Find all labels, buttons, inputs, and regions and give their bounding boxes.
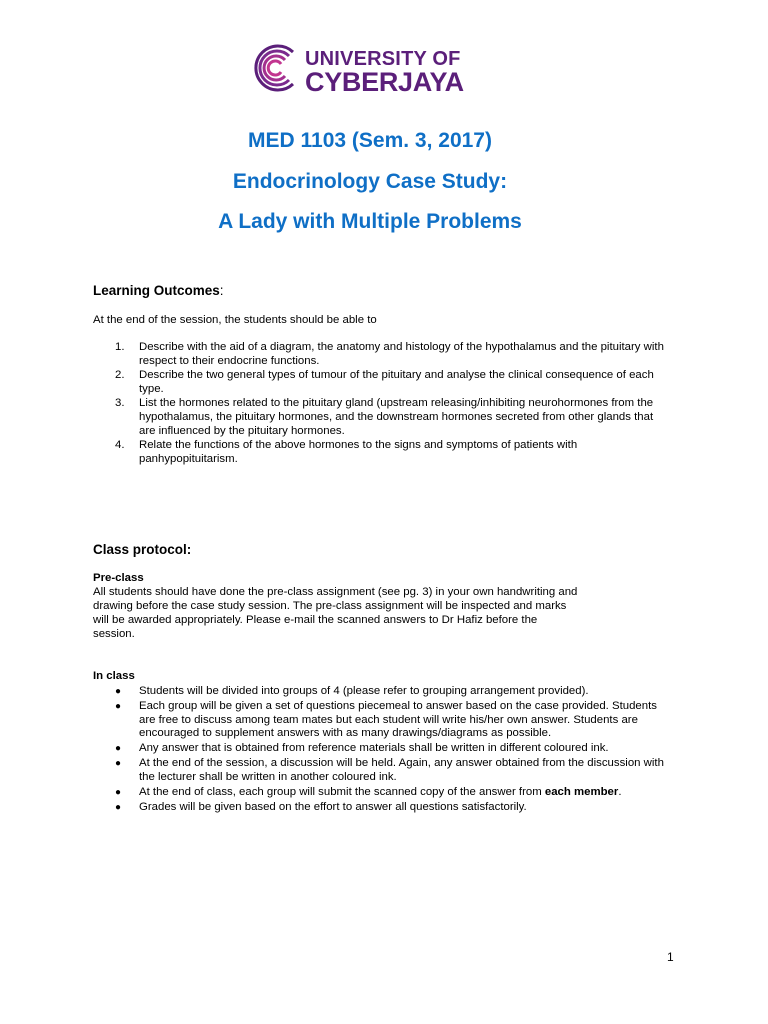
pre-class-text-line: session. [93,628,135,640]
in-class-item [110,801,670,815]
cyberjaya-c-logo-icon [249,42,301,94]
in-class-item-text: At the end of the session, a discussion will be held. Again, any answer obtained from the discussion with the lecturer shall be written in another coloured ink. [139,757,664,783]
in-class-item [110,685,670,699]
course-title: MED 1103 (Sem. 3, 2017) [248,129,492,152]
learning-outcomes-heading [93,283,224,298]
case-study-title: Endocrinology Case Study: [232,170,508,193]
learning-outcome-item [110,397,670,438]
learning-outcomes-list [110,341,670,467]
class-protocol-heading: Class protocol: [93,542,192,557]
learning-outcome-item [110,369,670,396]
learning-outcomes-heading-colon: : [219,283,224,298]
in-class-item-text: At the end of class, each group will submit the scanned copy of the answer from [139,785,545,798]
learning-outcome-item [110,439,670,466]
bullet-icon: ● [115,700,122,712]
learning-outcome-text: Relate the functions of the above hormones to the signs and symptoms of patients with panhypopituitarism. [139,439,578,465]
in-class-item [110,742,670,756]
case-study-subtitle: A Lady with Multiple Problems [218,210,522,233]
in-class-item-text: Grades will be given based on the effort to answer all questions satisfactorily. [139,800,527,813]
university-logo [249,42,489,102]
in-class-item [110,786,670,800]
pre-class-text-line: will be awarded appropriately. Please e-mail the scanned answers to Dr Hafiz before the [93,614,538,626]
learning-outcome-text: Describe with the aid of a diagram, the anatomy and histology of the hypothalamus and the pituitary with respect to their endocrine functions. [139,341,664,367]
in-class-item-text: Students will be divided into groups of 4 (please refer to grouping arrangement provided). [139,685,589,697]
list-number: 3. [115,397,125,410]
page-number: 1 [667,950,674,964]
in-class-list [110,685,670,816]
learning-outcomes-heading-text: Learning Outcomes [93,283,220,298]
learning-outcomes-intro: At the end of the session, the students should be able to [93,314,377,326]
in-class-item [110,700,670,741]
bullet-icon: ● [115,686,122,697]
bullet-icon: ● [115,743,122,755]
pre-class-text-line: drawing before the case study session. The pre-class assignment will be inspected and marks [93,600,567,612]
logo-text-university-of: UNIVERSITY OF [305,48,461,70]
logo-text-cyberjaya: CYBERJAYA [305,67,464,97]
list-number: 4. [115,439,125,452]
learning-outcome-text: Describe the two general types of tumour of the pituitary and analyse the clinical consequence of each type. [139,369,654,395]
bullet-icon: ● [115,786,122,798]
bullet-icon: ● [115,801,122,813]
in-class-item-tail: . [618,785,622,798]
pre-class-heading: Pre-class [93,572,144,584]
list-number: 1. [115,341,125,353]
in-class-item-text: Each group will be given a set of questions piecemeal to answer based on the case provided. Students are free to discuss among team mates but each student will write his/her own answer. Students are encouraged to supplement answers with as many drawings/diagrams as possible. [139,699,657,740]
learning-outcome-text: List the hormones related to the pituitary gland (upstream releasing/inhibiting neurohormones from the hypothalamus, the pituitary hormones, and the downstream hormones secreted from other glands that are influenced by the pituitary hormones. [139,397,654,437]
in-class-item-bold: each member [544,785,619,798]
bullet-icon: ● [115,758,122,770]
in-class-item-text: Any answer that is obtained from reference materials shall be written in different coloured ink. [139,742,609,755]
pre-class-text-line: All students should have done the pre-class assignment (see pg. 3) in your own handwriting and [93,586,578,598]
list-number: 2. [115,369,125,382]
learning-outcome-item [110,341,670,368]
in-class-item [110,757,670,784]
in-class-heading: In class [93,670,135,682]
